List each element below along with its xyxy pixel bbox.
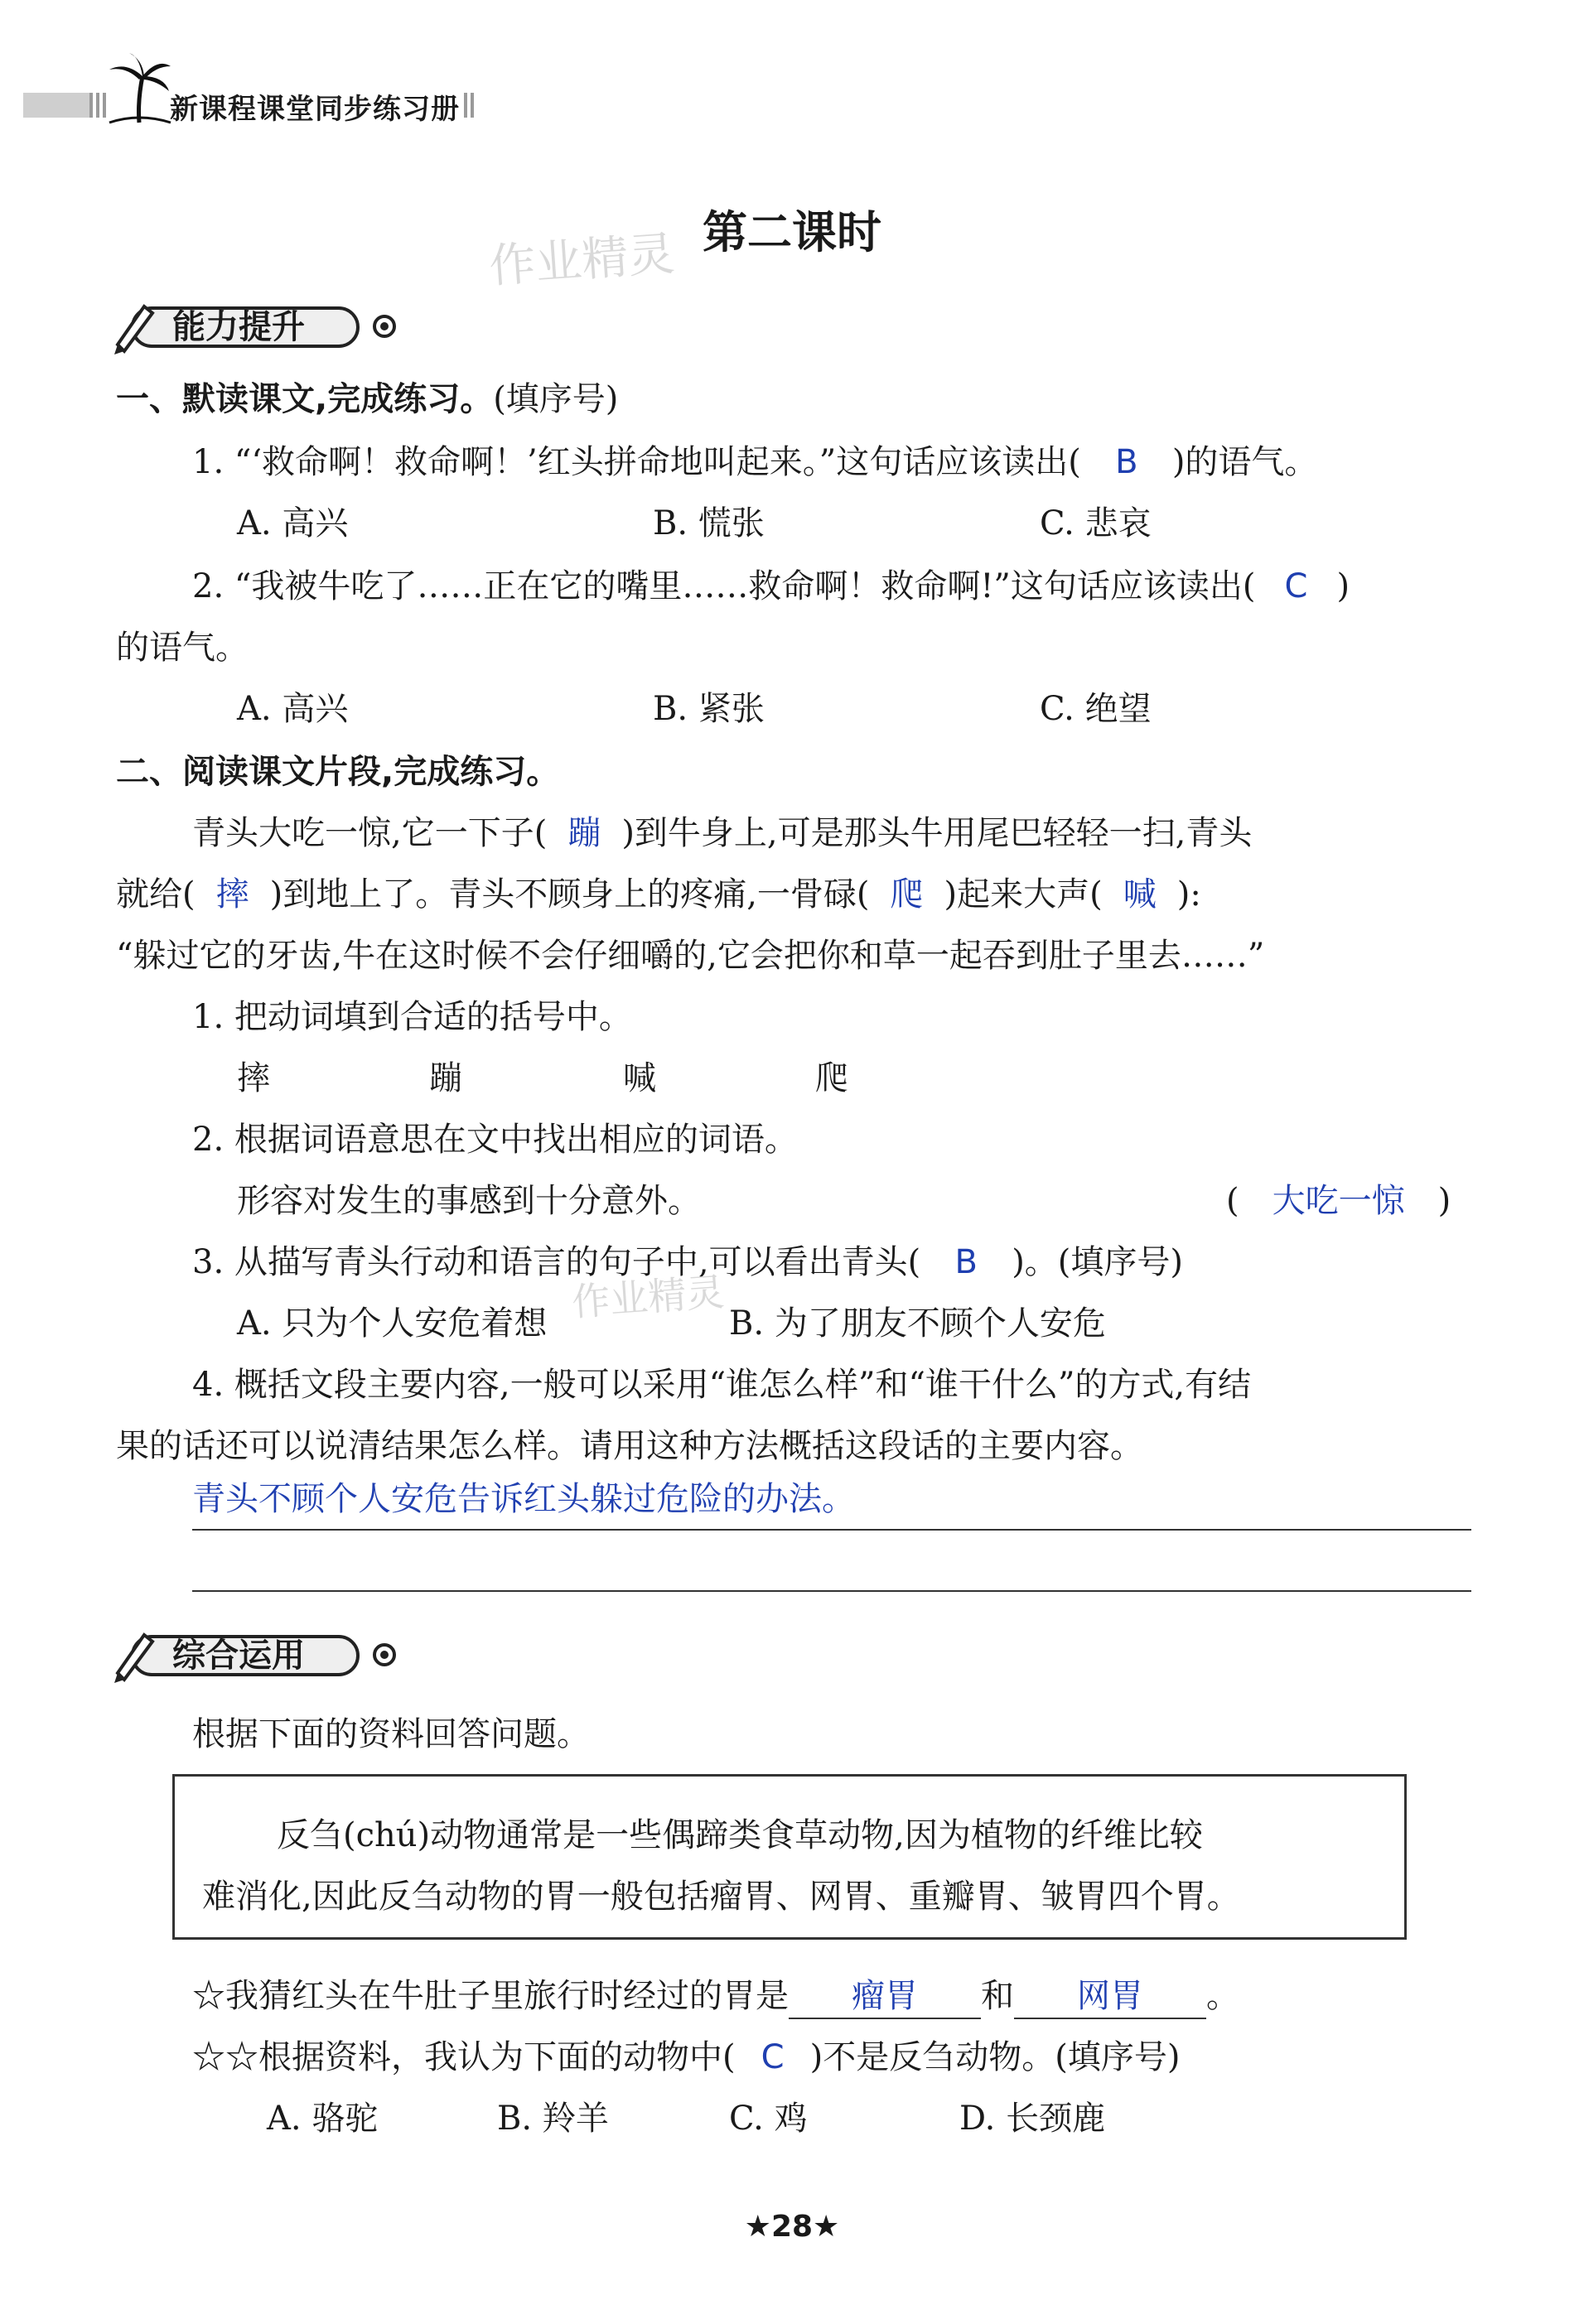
answer-mark: 摔 [215, 875, 249, 914]
part3-q2: ☆☆根据资料，我认为下面的动物中( C )不是反刍动物。(填序号) [192, 2038, 1181, 2076]
part1-heading: 一、默读课文,完成练习。 [116, 380, 494, 418]
material-line: 难消化,因此反刍动物的胃一般包括瘤胃、网胃、重瓣胃、皱胃四个胃。 [202, 1878, 1240, 1916]
answer-mark: 大吃一惊 [1272, 1182, 1405, 1220]
part2-q4-answer: 青头不顾个人安危告诉红头躲过危险的办法。 [192, 1480, 855, 1518]
header-tail-stripes [464, 93, 476, 118]
material-line: 反刍(chú)动物通常是一些偶蹄类食草动物,因为植物的纤维比较 [277, 1816, 1203, 1854]
answer-line [192, 1529, 1471, 1531]
answer-mark: C [761, 2038, 785, 2076]
part2-q2-sub: 形容对发生的事感到十分意外。 [237, 1182, 701, 1220]
option: C. 悲哀 [1040, 504, 1152, 542]
answer-mark: C [1284, 567, 1308, 605]
option: A. 只为个人安危着想 [237, 1304, 548, 1343]
passage-line: 青头大吃一惊,它一下子( 蹦 )到牛身上,可是那头牛用尾巴轻轻一扫,青头 [192, 814, 1253, 852]
ring-icon [373, 1643, 396, 1666]
palm-tree-icon [106, 51, 172, 124]
part2-q2: 2. 根据词语意思在文中找出相应的词语。 [192, 1121, 798, 1159]
page-number: ★28★ [744, 2210, 840, 2244]
part2-q2-answer-blank: ( 大吃一惊 ) [1226, 1182, 1451, 1220]
option: C. 绝望 [1040, 690, 1152, 728]
header-stripes [89, 93, 108, 118]
passage-line: 就给( 摔 )到地上了。青头不顾身上的疼痛,一骨碌( 爬 )起来大声( 喊 ): [116, 875, 1201, 914]
option: A. 高兴 [237, 690, 349, 728]
answer-mark: 喊 [1123, 875, 1157, 914]
part1-heading-note: (填序号) [493, 380, 619, 418]
star-icon: ★ [813, 2210, 840, 2244]
word-choice: 蹦 [429, 1059, 462, 1097]
header-bar [23, 93, 89, 118]
lesson-title: 第二课时 [703, 206, 881, 258]
option: C. 鸡 [729, 2100, 808, 2138]
section-title: 综合运用 [131, 1635, 360, 1676]
section-badge-ability [106, 301, 404, 353]
answer-mark: 蹦 [567, 814, 601, 852]
part2-q1: 1. 把动词填到合适的括号中。 [192, 998, 632, 1036]
answer-mark: 爬 [890, 875, 924, 914]
answer-mark: B [1115, 443, 1138, 481]
pencil-icon [106, 301, 164, 356]
word-choice: 爬 [815, 1059, 848, 1097]
option: B. 慌张 [653, 504, 765, 542]
header-title: 新课程课堂同步练习册 [170, 93, 460, 126]
section-title: 能力提升 [131, 306, 360, 348]
part1-q2-line2: 的语气。 [116, 629, 249, 667]
word-choice: 摔 [237, 1059, 270, 1097]
option: A. 骆驼 [267, 2100, 379, 2138]
option: D. 长颈鹿 [959, 2100, 1106, 2138]
star-icon: ★ [744, 2210, 771, 2244]
part2-q4-line2: 果的话还可以说清结果怎么样。请用这种方法概括这段话的主要内容。 [116, 1427, 1143, 1465]
option: B. 为了朋友不顾个人安危 [729, 1304, 1106, 1343]
part1-q1: 1. “‘救命啊！救命啊！’红头拼命地叫起来。”这句话应该读出( B )的语气。 [192, 443, 1318, 481]
answer-line [192, 1590, 1471, 1592]
part2-q4-line1: 4. 概括文段主要内容,一般可以采用“谁怎么样”和“谁干什么”的方式,有结 [192, 1366, 1252, 1404]
watermark: 作业精灵 [570, 1269, 726, 1325]
word-choice: 喊 [623, 1059, 656, 1097]
part1-q2: 2. “我被牛吃了……正在它的嘴里……救命啊！救命啊!”这句话应该读出( C ) [192, 567, 1350, 605]
part3-intro: 根据下面的资料回答问题。 [192, 1715, 590, 1753]
section-badge-comprehensive [106, 1630, 404, 1681]
passage-line: “躲过它的牙齿,牛在这时候不会仔细嚼的,它会把你和草一起吞到肚子里去……” [116, 937, 1265, 975]
part2-heading: 二、阅读课文片段,完成练习。 [116, 753, 560, 791]
answer-mark: B [954, 1243, 978, 1281]
answer-mark: 瘤胃 [789, 1979, 981, 2019]
part3-q1: ☆我猜红头在牛肚子里旅行时经过的胃是 瘤胃 和 网胃 。 [192, 1979, 1239, 2019]
option: B. 羚羊 [497, 2100, 609, 2138]
ring-icon [373, 315, 396, 338]
option: A. 高兴 [237, 504, 349, 542]
part2-q3: 3. 从描写青头行动和语言的句子中,可以看出青头( B )。(填序号) [192, 1243, 1184, 1281]
watermark: 作业精灵 [487, 227, 677, 294]
pencil-icon [106, 1630, 164, 1685]
answer-mark: 网胃 [1014, 1979, 1206, 2019]
option: B. 紧张 [653, 690, 765, 728]
